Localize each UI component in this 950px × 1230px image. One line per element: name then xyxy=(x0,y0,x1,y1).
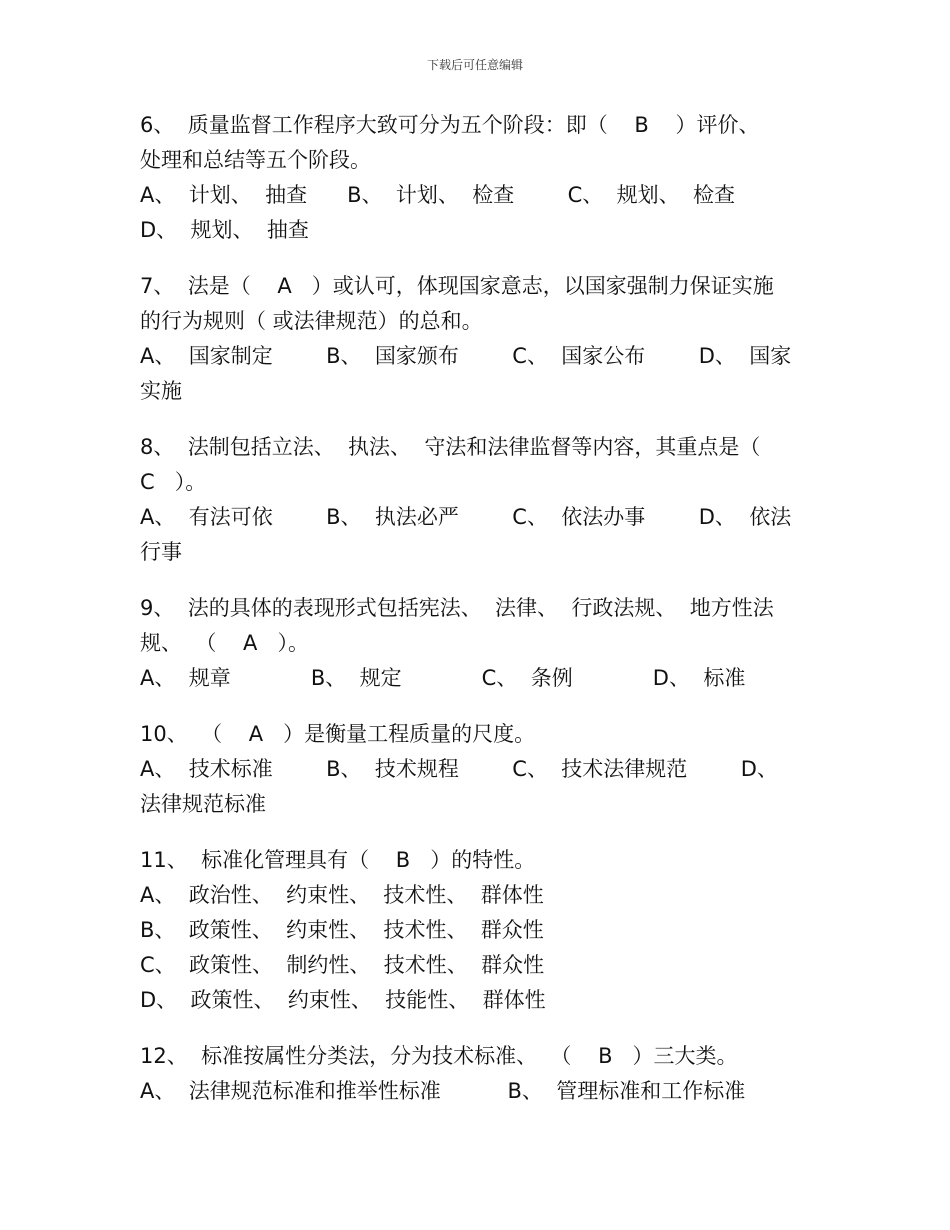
answer-option-c: C、 政策性、 制约性、 技术性、 群众性 xyxy=(140,953,545,977)
question-stem: 12、 标准按属性分类法，分为技术标准、 （ B ）三大类。 xyxy=(140,1044,738,1068)
answer-options: A、 规章 B、 规定 C、 条例 D、 标准 xyxy=(140,666,746,690)
question-8 xyxy=(140,430,810,570)
question-stem: 11、 标准化管理具有（ B ）的特性。 xyxy=(140,848,536,872)
answer-options: A、 国家制定 B、 国家颁布 C、 国家公布 D、 国家 xyxy=(140,344,792,368)
question-stem: 处理和总结等五个阶段。 xyxy=(140,148,371,172)
question-7 xyxy=(140,269,810,409)
answer-options: D、 规划、 抽查 xyxy=(140,218,309,242)
question-stem: 10、 （ A ）是衡量工程质量的尺度。 xyxy=(140,722,536,746)
answer-option-b: B、 政策性、 约束性、 技术性、 群众性 xyxy=(140,918,544,942)
answer-option-a: A、 政治性、 约束性、 技术性、 群体性 xyxy=(140,883,544,907)
answer-options: A、 有法可依 B、 执法必严 C、 依法办事 D、 依法 xyxy=(140,505,792,529)
question-10 xyxy=(140,717,810,822)
question-stem: 的行为规则（ 或法律规范）的总和。 xyxy=(140,309,483,333)
question-6 xyxy=(140,108,810,248)
question-stem: 8、 法制包括立法、 执法、 守法和法律监督等内容，其重点是（ xyxy=(140,435,761,459)
answer-options: 法律规范标准 xyxy=(140,792,266,816)
question-stem: 9、 法的具体的表现形式包括宪法、 法律、 行政法规、 地方性法 xyxy=(140,596,774,620)
answer-options: A、 计划、 抽查 B、 计划、 检查 C、 规划、 检查 xyxy=(140,183,735,207)
question-list xyxy=(140,108,810,1109)
question-stem: 规、 （ A ）。 xyxy=(140,631,309,655)
question-9 xyxy=(140,591,810,696)
question-12 xyxy=(140,1039,810,1109)
answer-options: 行事 xyxy=(140,540,182,564)
question-stem: 7、 法是（ A ）或认可，体现国家意志，以国家强制力保证实施 xyxy=(140,274,774,298)
answer-option-d: D、 政策性、 约束性、 技能性、 群体性 xyxy=(140,988,546,1012)
answer-options: 实施 xyxy=(140,379,182,403)
question-11 xyxy=(140,843,810,1018)
answer-options: A、 法律规范标准和推举性标准 B、 管理标准和工作标准 xyxy=(140,1079,746,1103)
question-stem: 6、 质量监督工作程序大致可分为五个阶段：即（ B ）评价、 xyxy=(140,113,760,137)
page-header: 下载后可任意编辑 xyxy=(426,58,523,72)
answer-options: A、 技术标准 B、 技术规程 C、 技术法律规范 D、 xyxy=(140,757,778,781)
question-stem: C ）。 xyxy=(140,470,207,494)
